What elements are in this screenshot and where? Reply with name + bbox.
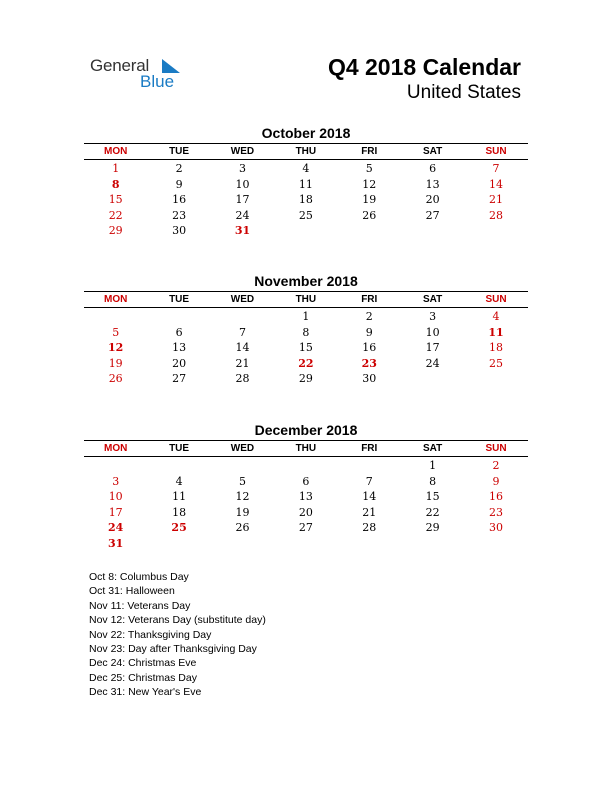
day-cell: 14	[489, 177, 504, 191]
day-cell: 27	[172, 372, 187, 386]
day-cell: 13	[298, 490, 313, 504]
day-cell: 17	[108, 505, 123, 519]
empty-cell	[211, 458, 274, 474]
brand-logo	[90, 56, 200, 96]
weekday-label: SAT	[423, 294, 443, 305]
day-cell: 4	[492, 310, 500, 323]
day-cell: 6	[302, 474, 310, 488]
day-cell: 3	[112, 474, 120, 488]
day-cell: 9	[492, 474, 500, 488]
weekday-label: THU	[295, 443, 317, 454]
country-name: United States	[406, 82, 521, 103]
day-cell: 3	[429, 310, 437, 323]
weekday-header	[84, 143, 528, 160]
day-cell: 29	[425, 521, 440, 535]
weekday-label: FRI	[361, 146, 378, 157]
month-december	[84, 422, 528, 552]
day-cell: 2	[492, 459, 500, 472]
day-cell: 1	[112, 162, 120, 175]
weekday-label: SUN	[485, 443, 507, 454]
day-cell: 10	[425, 325, 440, 339]
empty-cell	[84, 309, 147, 325]
weekday-label: MON	[104, 294, 128, 305]
day-grid	[84, 458, 528, 552]
day-cell: 24	[108, 521, 124, 535]
day-cell: 20	[298, 505, 313, 519]
weekday-header	[84, 291, 528, 308]
weekday-label: WED	[230, 443, 255, 454]
day-cell: 20	[172, 356, 187, 370]
day-cell: 31	[234, 224, 251, 238]
day-cell: 28	[362, 521, 377, 535]
day-cell: 16	[489, 490, 504, 504]
day-cell: 18	[298, 193, 313, 207]
day-cell: 10	[108, 490, 123, 504]
day-cell: 26	[108, 372, 123, 386]
day-cell: 4	[175, 474, 183, 488]
day-cell: 25	[171, 521, 187, 535]
day-cell: 12	[235, 490, 250, 504]
brand-blue: Blue	[140, 72, 175, 91]
day-cell: 8	[302, 325, 310, 339]
day-cell: 6	[175, 325, 183, 339]
day-cell: 15	[425, 490, 440, 504]
day-cell: 1	[429, 459, 437, 472]
holiday-item: Nov 22: Thanksgiving Day	[89, 628, 212, 641]
weekday-label: SAT	[423, 146, 443, 157]
day-cell: 26	[362, 208, 377, 222]
holiday-item: Dec 31: New Year's Eve	[89, 686, 202, 699]
weekday-header	[84, 440, 528, 457]
day-cell: 7	[365, 474, 373, 488]
day-cell: 17	[425, 341, 440, 355]
weekday-label: SUN	[485, 146, 507, 157]
brand-triangle-icon	[162, 59, 180, 73]
day-cell: 25	[489, 356, 504, 370]
day-cell: 11	[298, 177, 313, 191]
day-cell: 23	[361, 356, 377, 370]
day-cell: 29	[108, 224, 123, 238]
day-cell: 12	[108, 341, 124, 355]
month-title: December 2018	[254, 422, 358, 438]
day-cell: 16	[172, 193, 187, 207]
weekday-label: MON	[104, 146, 128, 157]
empty-cell	[338, 458, 401, 474]
month-november	[84, 273, 528, 387]
day-cell: 25	[298, 208, 313, 222]
day-cell: 30	[172, 224, 187, 238]
empty-cell	[147, 309, 210, 325]
day-cell: 24	[425, 356, 440, 370]
weekday-label: THU	[295, 294, 317, 305]
day-cell: 22	[298, 356, 314, 370]
weekday-label: SAT	[423, 443, 443, 454]
empty-cell	[211, 309, 274, 325]
day-cell: 6	[429, 162, 437, 175]
day-cell: 22	[108, 208, 123, 222]
holiday-item: Oct 31: Halloween	[89, 585, 175, 598]
day-cell: 13	[172, 341, 187, 355]
day-cell: 17	[235, 193, 250, 207]
day-cell: 8	[429, 474, 437, 488]
day-cell: 21	[362, 505, 377, 519]
empty-cell	[84, 458, 147, 474]
day-cell: 30	[489, 521, 504, 535]
day-cell: 15	[298, 341, 313, 355]
day-cell: 19	[235, 505, 250, 519]
day-cell: 2	[365, 310, 373, 323]
weekday-label: WED	[230, 294, 255, 305]
month-october	[84, 125, 528, 239]
day-cell: 15	[108, 193, 123, 207]
weekday-label: WED	[230, 146, 255, 157]
day-cell: 18	[172, 505, 187, 519]
day-cell: 11	[172, 490, 187, 504]
day-grid	[84, 161, 528, 239]
day-cell: 5	[112, 325, 120, 339]
day-cell: 5	[365, 162, 373, 175]
day-cell: 22	[425, 505, 440, 519]
day-cell: 23	[489, 505, 504, 519]
holiday-list	[89, 570, 266, 700]
day-cell: 13	[425, 177, 440, 191]
brand-general: General	[90, 56, 150, 75]
day-cell: 19	[362, 193, 377, 207]
day-cell: 7	[492, 162, 500, 175]
weekday-label: SUN	[485, 294, 507, 305]
holiday-item: Dec 24: Christmas Eve	[89, 657, 197, 670]
day-cell: 24	[235, 208, 250, 222]
day-cell: 14	[235, 341, 250, 355]
day-cell: 9	[175, 177, 183, 191]
day-cell: 19	[108, 356, 123, 370]
day-grid	[84, 309, 528, 387]
day-cell: 21	[235, 356, 250, 370]
day-cell: 1	[302, 310, 310, 323]
weekday-label: FRI	[361, 443, 378, 454]
day-cell: 2	[175, 162, 183, 175]
day-cell: 23	[172, 208, 187, 222]
weekday-label: THU	[295, 146, 317, 157]
empty-cell	[274, 458, 337, 474]
day-cell: 3	[238, 162, 246, 175]
day-cell: 5	[238, 474, 246, 488]
day-cell: 11	[488, 325, 504, 339]
weekday-label: FRI	[361, 294, 378, 305]
month-title: November 2018	[254, 273, 358, 289]
day-cell: 10	[235, 177, 250, 191]
holiday-item: Nov 23: Day after Thanksgiving Day	[89, 643, 257, 656]
month-title: October 2018	[261, 125, 351, 141]
holiday-item: Dec 25: Christmas Day	[89, 671, 197, 684]
weekday-label: MON	[104, 443, 128, 454]
day-cell: 26	[235, 521, 250, 535]
day-cell: 28	[235, 372, 250, 386]
day-cell: 8	[111, 177, 120, 191]
day-cell: 21	[489, 193, 504, 207]
day-cell: 27	[425, 208, 440, 222]
day-cell: 28	[489, 208, 504, 222]
holiday-item: Nov 11: Veterans Day	[89, 599, 191, 612]
day-cell: 27	[298, 521, 313, 535]
day-cell: 4	[302, 162, 310, 175]
day-cell: 20	[425, 193, 440, 207]
day-cell: 29	[298, 372, 313, 386]
weekday-label: TUE	[169, 146, 190, 157]
day-cell: 16	[362, 341, 377, 355]
day-cell: 7	[238, 325, 246, 339]
weekday-label: TUE	[169, 443, 190, 454]
weekday-label: TUE	[169, 294, 190, 305]
day-cell: 30	[362, 372, 377, 386]
day-cell: 14	[362, 490, 377, 504]
day-cell: 12	[362, 177, 377, 191]
holiday-item: Oct 8: Columbus Day	[89, 571, 189, 583]
empty-cell	[147, 458, 210, 474]
day-cell: 31	[108, 536, 124, 550]
day-cell: 9	[365, 325, 373, 339]
page-title: Q4 2018 Calendar	[327, 54, 521, 80]
holiday-item: Nov 12: Veterans Day (substitute day)	[89, 614, 266, 627]
day-cell: 18	[489, 341, 504, 355]
